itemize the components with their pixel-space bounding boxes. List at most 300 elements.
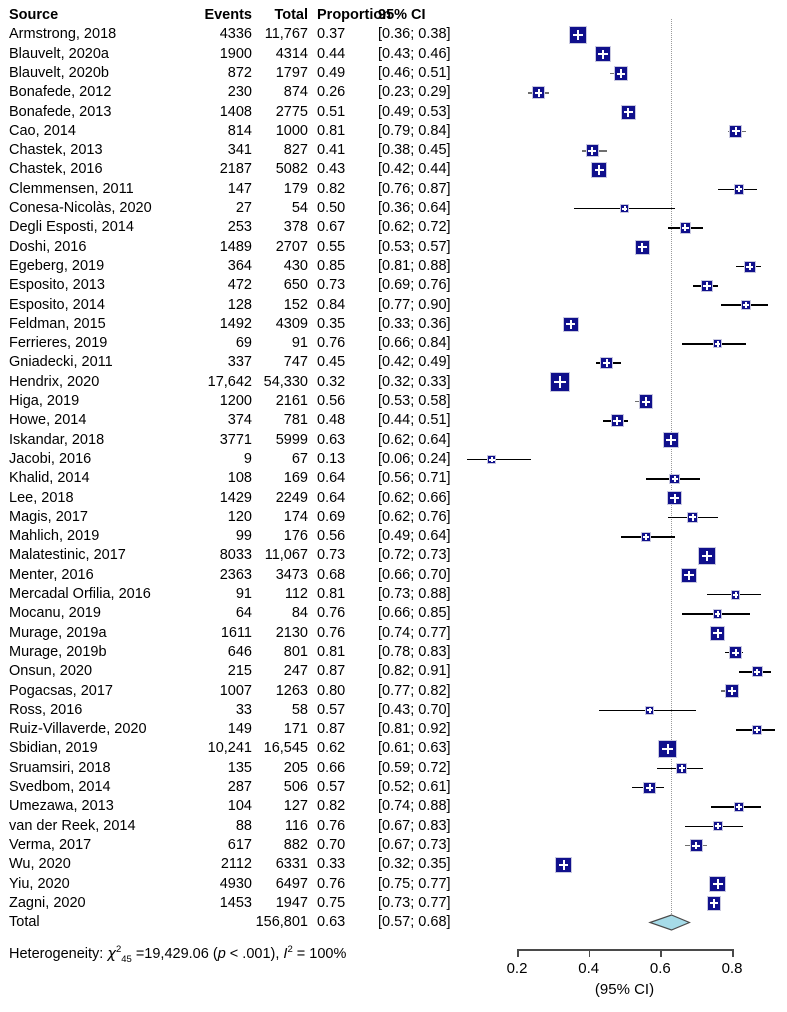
table-row <box>0 141 470 160</box>
cell-ci: [0.43; 0.70] <box>378 701 451 718</box>
table-row <box>0 566 470 585</box>
box-center-marker-vertical <box>602 50 604 59</box>
heterogeneity-label: Heterogeneity: <box>9 946 108 962</box>
cell-ci: [0.67; 0.83] <box>378 817 451 834</box>
cell-source: Bonafede, 2012 <box>9 84 112 101</box>
cell-events: 215 <box>227 663 252 680</box>
cell-total: 5999 <box>275 431 308 448</box>
box-center-marker-vertical <box>674 494 676 503</box>
table-row <box>0 759 470 778</box>
cell-events: 287 <box>227 779 252 795</box>
cell-proportion: 0.76 <box>317 335 346 352</box>
table-row <box>0 489 470 508</box>
cell-proportion: 0.64 <box>317 470 346 487</box>
x-axis-tick-label: 0.4 <box>578 960 600 977</box>
box-center-marker-vertical <box>684 224 686 231</box>
cell-total: 4309 <box>275 315 308 332</box>
table-row <box>0 25 470 44</box>
cell-source: Mercadal Orfilia, 2016 <box>9 586 151 602</box>
cell-proportion: 0.62 <box>317 740 346 757</box>
box-center-marker-vertical <box>756 669 758 676</box>
cell-proportion: 0.69 <box>317 508 346 525</box>
cell-total: 174 <box>283 508 308 525</box>
box-center-marker-vertical <box>692 514 694 520</box>
cell-proportion: 0.76 <box>317 624 346 641</box>
cell-events: 8033 <box>219 547 252 564</box>
box-center-marker-vertical <box>706 282 708 290</box>
table-row <box>0 624 470 643</box>
cell-source: Degli Esposti, 2014 <box>9 219 134 236</box>
cell-source: Menter, 2016 <box>9 566 94 583</box>
cell-total: 827 <box>283 142 308 159</box>
cell-events: 99 <box>235 528 252 545</box>
table-row <box>0 527 470 546</box>
cell-events: 135 <box>227 759 252 776</box>
cell-source: Esposito, 2013 <box>9 277 105 294</box>
cell-ci: [0.59; 0.72] <box>378 759 451 776</box>
cell-ci: [0.33; 0.36] <box>378 315 451 332</box>
table-header-row <box>0 6 470 25</box>
table-row <box>0 720 470 739</box>
x-axis-line <box>517 949 732 951</box>
cell-proportion: 0.51 <box>317 103 346 120</box>
cell-events: 4336 <box>219 26 252 43</box>
cell-proportion: 0.41 <box>317 142 346 159</box>
cell-events: 147 <box>227 180 252 197</box>
cell-total: 91 <box>291 335 308 352</box>
box-center-marker-vertical <box>649 784 651 791</box>
table-row <box>0 218 470 237</box>
cell-ci: [0.53; 0.58] <box>378 393 451 409</box>
cell-proportion: 0.43 <box>317 161 346 178</box>
cell-proportion: 0.81 <box>317 122 346 139</box>
box-center-marker-vertical <box>688 571 690 580</box>
cell-ci: [0.56; 0.71] <box>378 470 451 487</box>
table-row <box>0 45 470 64</box>
box-center-marker-vertical <box>538 89 540 97</box>
cell-ci: [0.62; 0.66] <box>378 489 451 506</box>
box-center-marker-vertical <box>641 243 643 252</box>
cell-ci: [0.81; 0.92] <box>378 721 451 738</box>
cell-total: 112 <box>284 586 308 602</box>
cell-ci: [0.74; 0.88] <box>378 798 451 815</box>
cell-source: Blauvelt, 2020b <box>9 64 109 81</box>
cell-total: 1947 <box>275 894 308 911</box>
cell-total: 179 <box>283 180 308 197</box>
cell-ci: [0.38; 0.45] <box>378 142 451 159</box>
confidence-interval-line <box>467 459 532 461</box>
box-center-marker-vertical <box>735 127 737 135</box>
cell-ci: [0.61; 0.63] <box>378 740 451 757</box>
cell-events: 253 <box>227 219 252 236</box>
cell-proportion: 0.48 <box>317 412 346 429</box>
x-axis-title: (95% CI) <box>594 981 655 998</box>
cell-ci: [0.36; 0.64] <box>378 200 451 216</box>
cell-events: 1492 <box>219 315 252 332</box>
cell-source: Egeberg, 2019 <box>9 257 105 274</box>
table-row <box>0 64 470 83</box>
cell-total: 874 <box>283 84 308 101</box>
cell-total: 176 <box>283 528 308 545</box>
table-row <box>0 353 470 372</box>
cell-proportion: 0.85 <box>317 257 346 274</box>
cell-proportion: 0.73 <box>317 277 346 294</box>
box-center-marker-vertical <box>620 69 622 78</box>
box-center-marker-vertical <box>649 708 651 713</box>
box-center-marker-vertical <box>598 165 600 175</box>
box-center-marker-vertical <box>717 341 719 347</box>
cell-source: Ferrieres, 2019 <box>9 335 108 352</box>
cell-total: 1000 <box>275 122 308 139</box>
cell-source: Mahlich, 2019 <box>9 528 100 545</box>
cell-ci: [0.66; 0.70] <box>378 566 451 583</box>
chi-symbol: χ <box>107 946 116 962</box>
table-row <box>0 122 470 141</box>
table-row <box>0 431 470 450</box>
cell-proportion: 0.57 <box>317 701 346 718</box>
cell-ci: [0.32; 0.33] <box>378 373 451 390</box>
cell-total: 781 <box>283 412 308 429</box>
cell-source: Khalid, 2014 <box>9 470 90 487</box>
cell-source: Gniadecki, 2011 <box>9 354 113 371</box>
box-center-marker-vertical <box>735 649 737 657</box>
cell-total: 54 <box>291 200 308 216</box>
cell-events: 104 <box>227 798 252 815</box>
table-row <box>0 257 470 276</box>
cell-source: Jacobi, 2016 <box>9 450 92 467</box>
table-row <box>0 180 470 199</box>
cell-total: 1797 <box>275 64 308 81</box>
cell-source: van der Reek, 2014 <box>9 817 136 834</box>
cell-proportion: 0.87 <box>317 721 346 738</box>
table-row <box>0 103 470 122</box>
chi-value: =19,429.06 ( <box>131 946 218 962</box>
cell-events: 9 <box>243 450 252 467</box>
cell-total: 156,801 <box>255 914 308 931</box>
cell-ci: [0.46; 0.51] <box>378 64 451 81</box>
cell-source: Ross, 2016 <box>9 701 83 718</box>
table-row <box>0 739 470 758</box>
cell-source: Ruiz-Villaverde, 2020 <box>9 721 147 738</box>
cell-events: 374 <box>227 412 252 429</box>
cell-total: 169 <box>283 470 308 487</box>
cell-ci: [0.77; 0.82] <box>378 682 451 699</box>
cell-proportion: 0.49 <box>317 64 346 81</box>
cell-proportion: 0.13 <box>317 450 346 467</box>
cell-total: 54,330 <box>263 373 308 390</box>
x-axis-tick-label: 0.8 <box>721 960 743 977</box>
cell-proportion: 0.76 <box>317 817 346 834</box>
cell-events: 2112 <box>220 856 252 873</box>
cell-source: Bonafede, 2013 <box>9 103 112 120</box>
box-center-marker-vertical <box>695 842 697 850</box>
cell-proportion: 0.56 <box>317 393 346 409</box>
table-row <box>0 797 470 816</box>
cell-source: Doshi, 2016 <box>9 238 87 255</box>
cell-ci: [0.66; 0.84] <box>378 335 451 352</box>
cell-total: 11,067 <box>264 547 308 564</box>
x-axis-tick <box>732 949 734 957</box>
cell-events: 4930 <box>219 875 252 892</box>
cell-events: 17,642 <box>207 373 252 390</box>
x-axis-tick <box>660 949 662 957</box>
cell-total: 58 <box>291 701 308 718</box>
cell-source: Zagni, 2020 <box>9 894 86 911</box>
cell-events: 337 <box>227 354 252 371</box>
cell-ci: [0.62; 0.72] <box>378 219 451 236</box>
box-center-marker-vertical <box>570 320 572 329</box>
cell-total: 2161 <box>275 393 308 409</box>
cell-ci: [0.42; 0.44] <box>378 161 451 178</box>
i-value: = 100% <box>292 946 347 962</box>
cell-events: 88 <box>235 817 252 834</box>
cell-events: 341 <box>227 142 252 159</box>
table-row <box>0 604 470 623</box>
cell-events: 1900 <box>219 45 252 62</box>
cell-total: 430 <box>283 257 308 274</box>
box-center-marker-vertical <box>667 744 669 755</box>
cell-source: Murage, 2019b <box>9 643 107 660</box>
p-value: < .001), <box>225 946 284 962</box>
cell-proportion: 0.32 <box>317 373 346 390</box>
cell-proportion: 0.67 <box>317 219 346 236</box>
cell-ci: [0.74; 0.77] <box>378 624 451 641</box>
x-axis-tick <box>589 949 591 957</box>
cell-events: 646 <box>227 643 252 660</box>
cell-events: 814 <box>227 122 252 139</box>
cell-proportion: 0.26 <box>317 84 346 101</box>
cell-ci: [0.52; 0.61] <box>378 779 451 795</box>
box-center-marker-vertical <box>681 765 683 771</box>
box-center-marker-vertical <box>717 823 719 829</box>
cell-proportion: 0.81 <box>317 586 346 602</box>
cell-ci: [0.73; 0.88] <box>378 586 451 602</box>
cell-proportion: 0.64 <box>317 489 346 506</box>
cell-total: 2249 <box>275 489 308 506</box>
table-row <box>0 682 470 701</box>
cell-total: 67 <box>291 450 308 467</box>
cell-ci: [0.72; 0.73] <box>378 547 451 564</box>
cell-total: 2130 <box>275 624 308 641</box>
cell-ci: [0.62; 0.64] <box>378 431 451 448</box>
box-center-marker-vertical <box>563 860 565 870</box>
cell-source: Sbidian, 2019 <box>9 740 98 757</box>
p-symbol: p <box>217 946 226 962</box>
cell-events: 2363 <box>219 566 252 583</box>
box-center-marker-vertical <box>674 476 676 482</box>
cell-events: 472 <box>227 277 252 294</box>
cell-total: Total <box>274 7 308 23</box>
box-center-marker-vertical <box>491 457 493 462</box>
cell-proportion: 0.70 <box>317 836 346 853</box>
cell-events: 69 <box>235 335 252 352</box>
cell-events: 3771 <box>219 431 252 448</box>
cell-events: 872 <box>227 64 252 81</box>
cell-events: 1007 <box>219 682 252 699</box>
cell-proportion: 0.66 <box>317 759 346 776</box>
cell-events: 10,241 <box>207 740 252 757</box>
cell-total: 2775 <box>275 103 308 120</box>
cell-source: Malatestinic, 2017 <box>9 547 126 564</box>
table-row <box>0 238 470 257</box>
cell-ci: [0.69; 0.76] <box>378 277 451 294</box>
cell-ci: [0.57; 0.68] <box>378 914 451 931</box>
cell-ci: [0.06; 0.24] <box>378 450 451 467</box>
table-row <box>0 315 470 334</box>
cell-proportion: 0.35 <box>317 315 346 332</box>
cell-proportion: 0.33 <box>317 856 346 873</box>
cell-total: 4314 <box>275 45 308 62</box>
box-center-marker-vertical <box>645 397 647 406</box>
cell-proportion: 0.76 <box>317 875 346 892</box>
cell-events: 1408 <box>219 103 252 120</box>
cell-ci: [0.62; 0.76] <box>378 508 451 525</box>
cell-total: 3473 <box>275 566 308 583</box>
table-row <box>0 662 470 681</box>
table-row <box>0 894 470 913</box>
cell-proportion: Proportion <box>317 7 392 23</box>
table-row <box>0 855 470 874</box>
cell-events: 617 <box>227 836 252 853</box>
table-row <box>0 83 470 102</box>
table-row <box>0 469 470 488</box>
cell-proportion: 0.37 <box>317 26 346 43</box>
cell-proportion: 0.87 <box>317 663 346 680</box>
cell-proportion: 0.73 <box>317 547 346 564</box>
chi-superscript: 2 <box>115 944 122 956</box>
box-center-marker-vertical <box>624 206 626 211</box>
cell-proportion: 0.68 <box>317 566 346 583</box>
box-center-marker-vertical <box>606 359 608 367</box>
table-row <box>0 643 470 662</box>
cell-ci: [0.75; 0.77] <box>378 875 451 892</box>
box-center-marker-vertical <box>749 263 751 270</box>
table-row <box>0 546 470 565</box>
table-row <box>0 585 470 604</box>
table-row <box>0 817 470 836</box>
cell-ci: [0.82; 0.91] <box>378 663 451 680</box>
x-axis-tick-label: 0.2 <box>506 960 528 977</box>
cell-source: Onsun, 2020 <box>9 663 93 680</box>
box-center-marker-vertical <box>627 108 629 117</box>
box-center-marker-vertical <box>717 879 719 889</box>
cell-proportion: 0.44 <box>317 45 346 62</box>
forest-plot-panel <box>470 0 787 1012</box>
cell-source: Mocanu, 2019 <box>9 605 101 622</box>
cell-source: Sruamsiri, 2018 <box>9 759 111 776</box>
table-row <box>0 701 470 720</box>
box-center-marker-vertical <box>616 417 618 425</box>
cell-ci: [0.53; 0.57] <box>378 238 451 255</box>
box-center-marker-vertical <box>559 376 561 388</box>
cell-source: Yiu, 2020 <box>9 875 70 892</box>
cell-total: 378 <box>283 219 308 236</box>
table-row <box>0 334 470 353</box>
box-center-marker-vertical <box>706 551 708 561</box>
cell-source: Feldman, 2015 <box>9 315 106 332</box>
cell-total: 16,545 <box>263 740 308 757</box>
box-center-marker-vertical <box>731 687 733 695</box>
cell-events: 91 <box>235 586 252 602</box>
cell-source: Svedbom, 2014 <box>9 779 111 795</box>
cell-proportion: 0.81 <box>317 643 346 660</box>
table-row <box>0 392 470 411</box>
cell-source: Clemmensen, 2011 <box>9 180 134 197</box>
box-center-marker-vertical <box>591 147 593 155</box>
reference-line <box>671 19 672 925</box>
table-row <box>0 373 470 392</box>
box-center-marker-vertical <box>645 534 647 540</box>
table-row <box>0 160 470 179</box>
cell-total: 747 <box>283 354 308 371</box>
cell-source: Pogacsas, 2017 <box>9 682 113 699</box>
cell-source: Wu, 2020 <box>9 856 71 873</box>
cell-events: 120 <box>227 508 252 525</box>
cell-proportion: 0.80 <box>317 682 346 699</box>
cell-total: 2707 <box>275 238 308 255</box>
cell-source: Murage, 2019a <box>9 624 107 641</box>
cell-proportion: 0.75 <box>317 894 346 911</box>
box-center-marker-vertical <box>717 629 719 638</box>
cell-proportion: 0.84 <box>317 296 346 313</box>
cell-proportion: 0.57 <box>317 779 346 795</box>
cell-ci: [0.32; 0.35] <box>378 856 451 873</box>
cell-events: 1489 <box>219 238 252 255</box>
cell-source: Total <box>9 914 40 931</box>
cell-proportion: 0.50 <box>317 200 346 216</box>
table-row <box>0 199 470 218</box>
table-row <box>0 450 470 469</box>
cell-ci: [0.43; 0.46] <box>378 45 451 62</box>
cell-source: Howe, 2014 <box>9 412 87 429</box>
cell-ci: [0.49; 0.64] <box>378 528 451 545</box>
cell-source: Verma, 2017 <box>9 836 92 853</box>
cell-proportion: 0.63 <box>317 431 346 448</box>
cell-events: 27 <box>235 200 252 216</box>
cell-total: 506 <box>283 779 308 795</box>
box-center-marker-vertical <box>738 804 740 810</box>
table-row <box>0 296 470 315</box>
cell-total: 116 <box>284 817 308 834</box>
cell-proportion: 0.55 <box>317 238 346 255</box>
cell-events: 364 <box>227 257 252 274</box>
box-center-marker-vertical <box>670 435 672 445</box>
table-total-row <box>0 913 470 932</box>
cell-source: Esposito, 2014 <box>9 296 105 313</box>
cell-ci: [0.44; 0.51] <box>378 412 451 429</box>
table-row <box>0 875 470 894</box>
cell-total: 882 <box>283 836 308 853</box>
cell-events: 128 <box>227 296 252 313</box>
cell-ci: 95% CI <box>378 7 426 23</box>
box-center-marker-vertical <box>577 30 579 40</box>
heterogeneity-note <box>9 945 346 964</box>
cell-total: 6497 <box>275 875 308 892</box>
cell-proportion: 0.45 <box>317 354 346 371</box>
table-row <box>0 836 470 855</box>
box-center-marker-vertical <box>756 727 758 733</box>
box-center-marker-vertical <box>717 611 719 617</box>
table-row <box>0 276 470 295</box>
cell-source: Blauvelt, 2020a <box>9 45 109 62</box>
box-center-marker-vertical <box>745 302 747 308</box>
i-symbol: I <box>283 946 288 962</box>
cell-source: Umezawa, 2013 <box>9 798 114 815</box>
cell-proportion: 0.82 <box>317 798 346 815</box>
cell-ci: [0.76; 0.87] <box>378 180 451 197</box>
cell-total: 152 <box>283 296 308 313</box>
cell-ci: [0.73; 0.77] <box>378 894 451 911</box>
